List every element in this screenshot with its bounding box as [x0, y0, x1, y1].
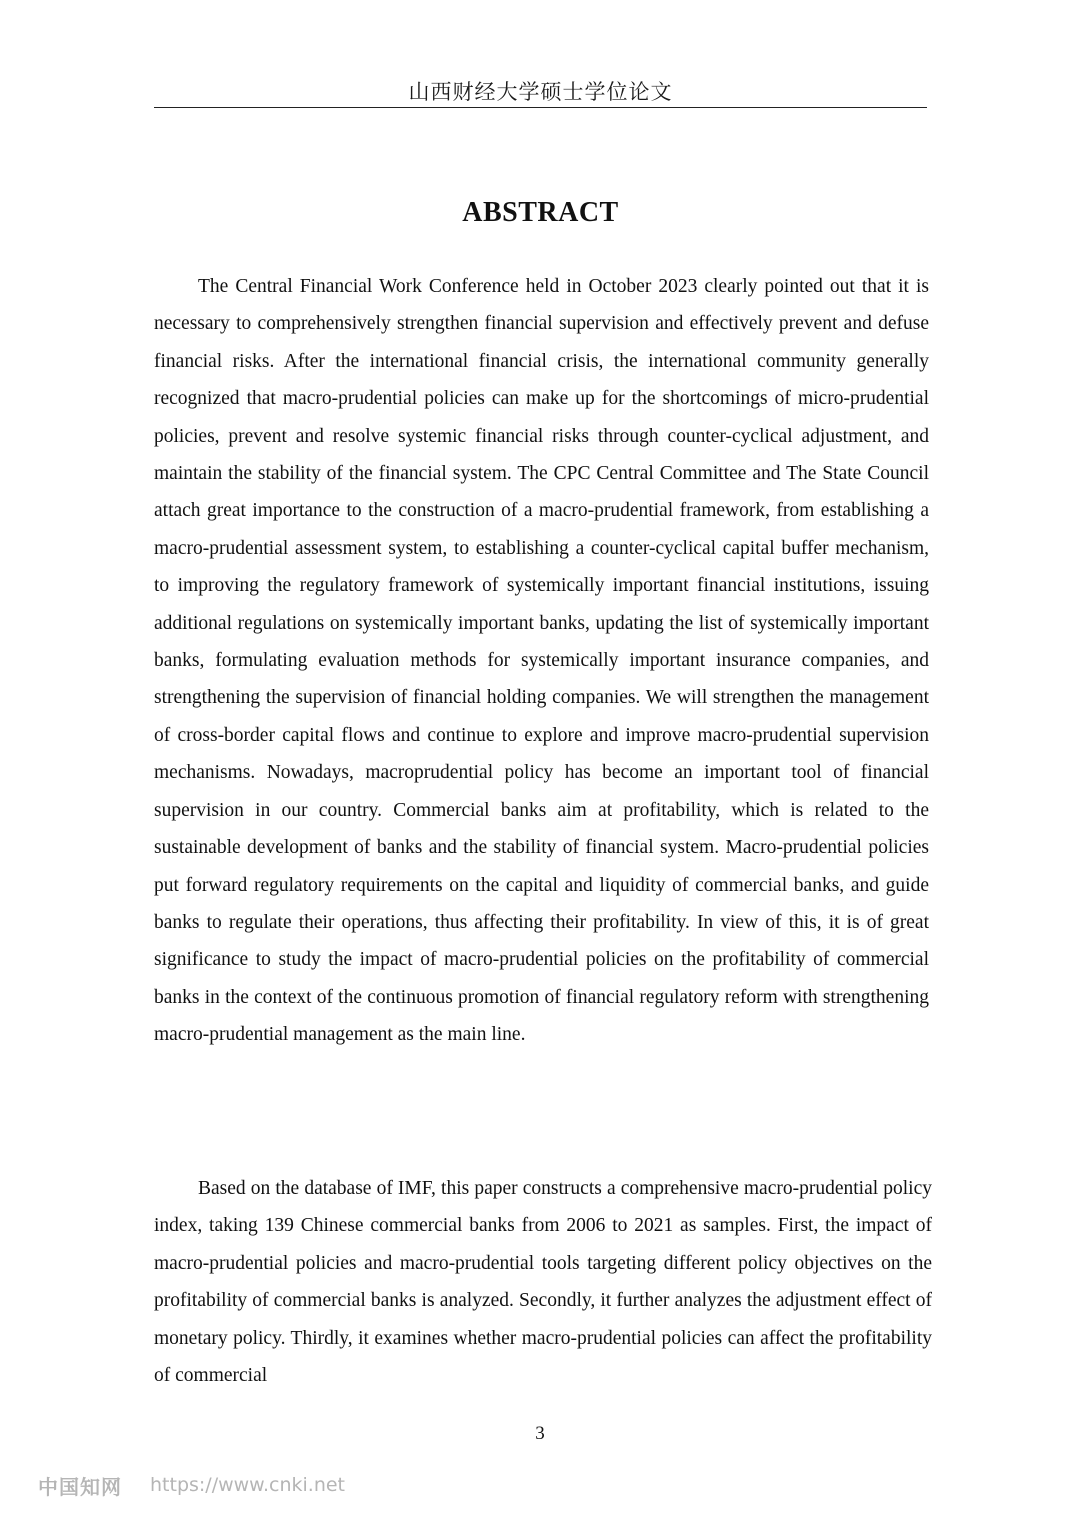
header-rule: [154, 107, 927, 108]
page-number: 3: [535, 1423, 545, 1444]
cnki-watermark: [38, 1471, 345, 1499]
watermark-url: https://www.cnki.net: [150, 1474, 346, 1496]
abstract-title: ABSTRACT: [462, 197, 619, 228]
abstract-paragraph-2: Based on the database of IMF, this paper constructs a comprehensive macro-prudential policy index, taking 139 Chinese commercial banks from 2006 to 2021 as samples. First, the impact of macro-prudential policies and macro-prudential tools targeting different policy objectives on the profitability of commercial banks is analyzed. Secondly, it further analyzes the adjustment effect of monetary policy. Thirdly, it examines whether macro-prudential policies can affect the profitability of commercial: [154, 1178, 932, 1387]
watermark-site-name: 中国知网: [38, 1474, 122, 1499]
abstract-paragraph-1: The Central Financial Work Conference held in October 2023 clearly pointed out that it is necessary to comprehensively strengthen financial supervision and effectively prevent and defuse financial risks. After the international financial crisis, the international community generally recognized that macro-prudential policies can make up for the shortcomings of micro-prudential policies, prevent and resolve systemic financial risks through counter-cyclical adjustment, and maintain the stability of the financial system. The CPC Central Committee and The State Council attach great importance to the construction of a macro-prudential framework, from establishing a macro-prudential assessment system, to establishing a counter-cyclical capital buffer mechanism, to improving the regulatory framework of systemically important financial institutions, issuing additional regulations on systemically important banks, updating the list of systemically important banks, formulating evaluation methods for systemically important insurance companies, and strengthening the supervision of financial holding companies. We will strengthen the management of cross-border capital flows and continue to explore and improve macro-prudential supervision mechanisms. Nowadays, macroprudential policy has become an important tool of financial supervision in our country. Commercial banks aim at profitability, which is related to the sustainable development of banks and the stability of financial system. Macro-prudential policies put forward regulatory requirements on the capital and liquidity of commercial banks, and guide banks to regulate their operations, thus affecting their profitability. In view of this, it is of great significance to study the impact of macro-prudential policies on the profitability of commercial banks in the context of the continuous promotion of financial regulatory reform with strengthening macro-prudential management as the main line.: [154, 276, 929, 1046]
running-header: 山西财经大学硕士学位论文: [408, 80, 673, 104]
